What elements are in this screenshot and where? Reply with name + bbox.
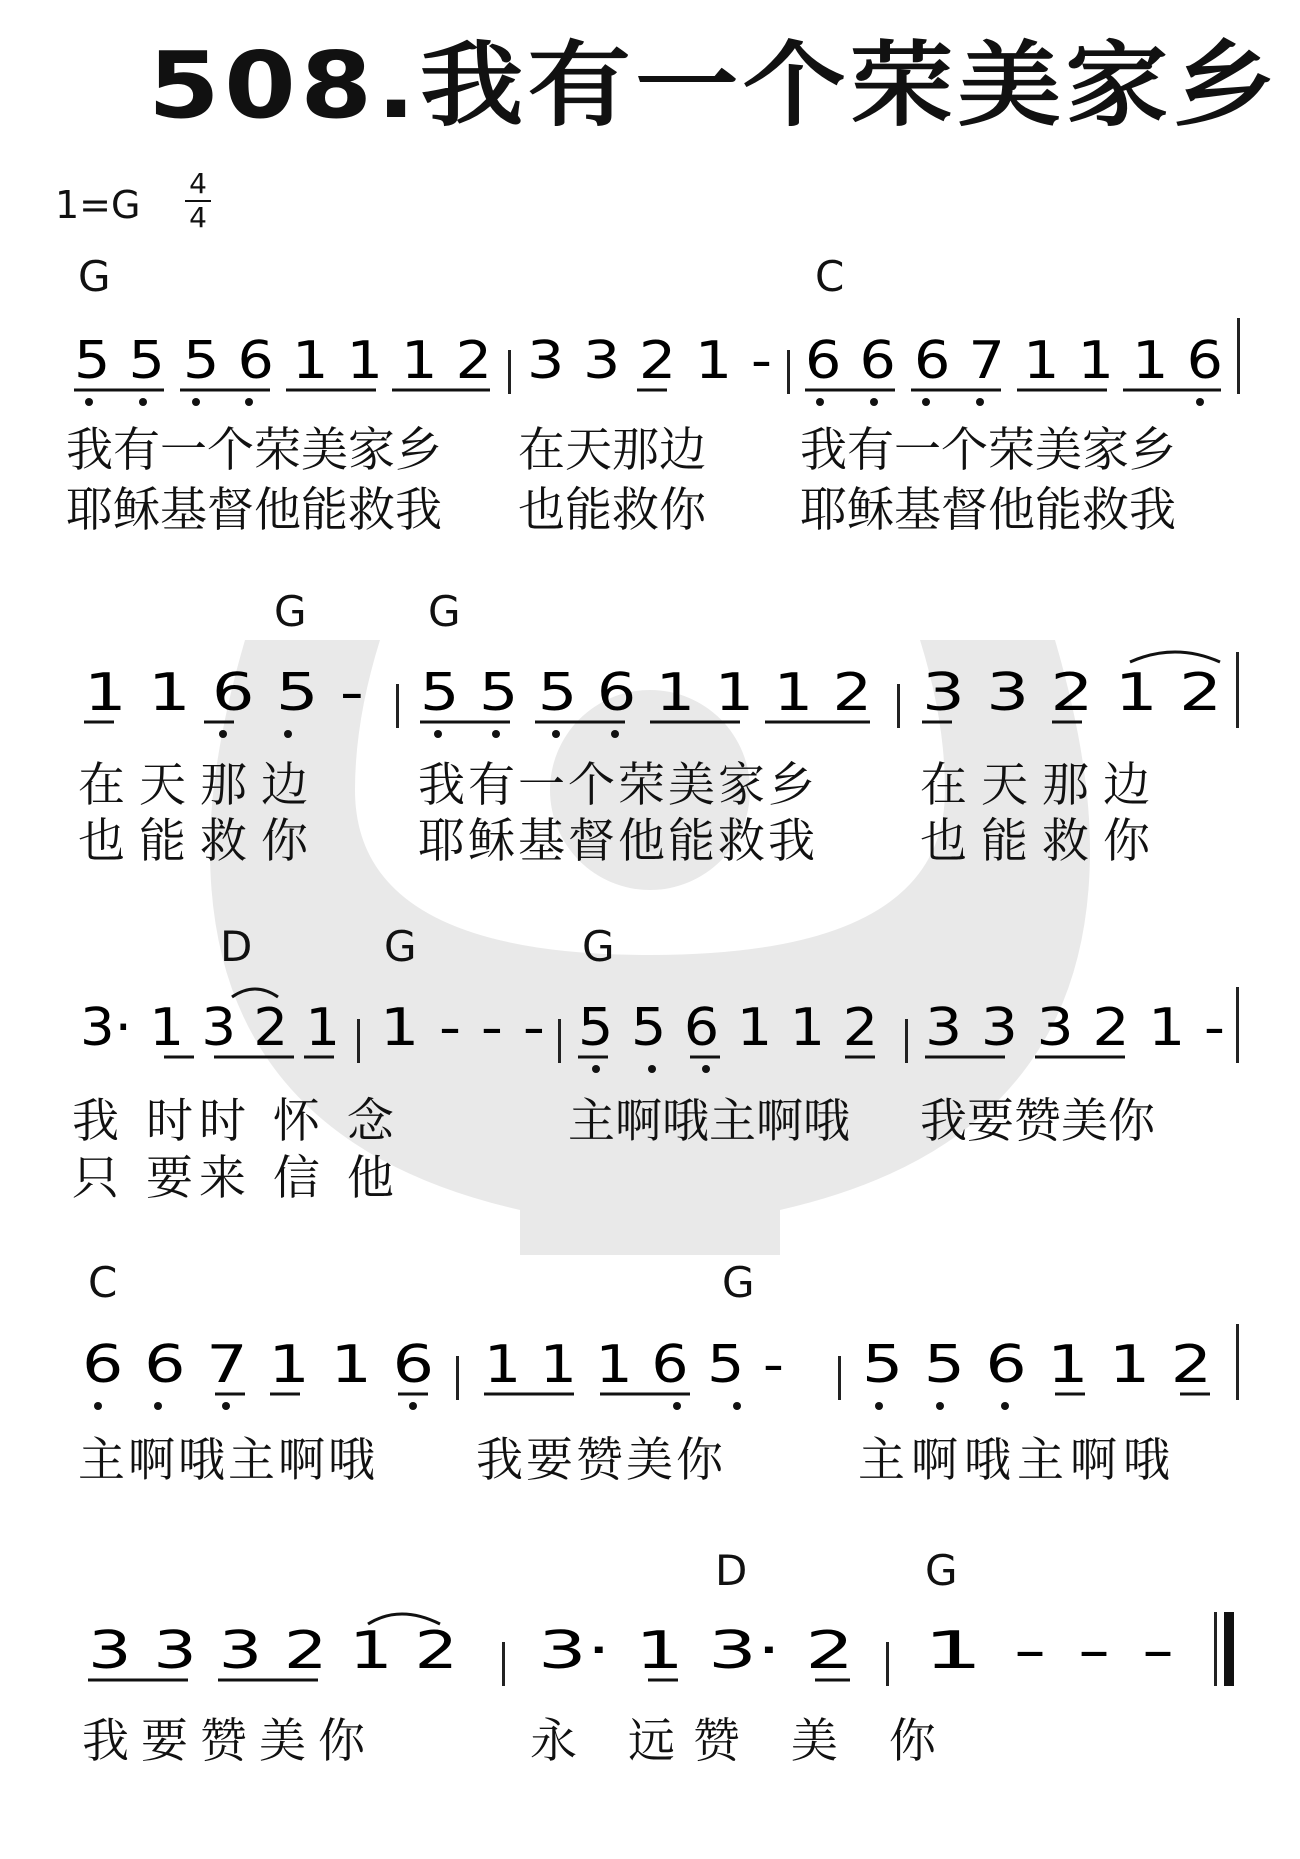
notation-line (0, 985, 1300, 1085)
measure-notes: 5 5 5 6 1 1 1 2 (420, 663, 872, 723)
bar-line (897, 684, 900, 728)
time-signature (185, 167, 211, 234)
lyric-line: 我有一个荣美家乡 (418, 758, 818, 813)
lyric-line: 也能救你 (920, 814, 1164, 869)
measure-notes: 1 - - - (380, 998, 545, 1058)
measure-notes: 3 3 3 2 1 2 (88, 1621, 458, 1681)
lyric-line: 主啊哦主啊哦 (78, 1433, 378, 1488)
measure-notes: 3· 1 3 2 1 (80, 998, 340, 1058)
lyric-line: 也能救你 (78, 814, 322, 869)
lyric-line: 我有一个荣美家乡 (800, 423, 1176, 478)
chord: G (925, 1546, 958, 1595)
lyric-line: 在天那边 (518, 423, 706, 478)
chord: C (815, 252, 845, 301)
bar-line (502, 1642, 505, 1686)
lyric-line: 永 远赞 美 你 (530, 1714, 954, 1769)
bar-line (396, 684, 399, 728)
chord: G (384, 922, 417, 971)
lyric-line: 在天那边 (920, 758, 1164, 813)
bar-line (558, 1019, 561, 1063)
key-signature: 1=G (55, 183, 141, 227)
time-signature-top: 4 (189, 167, 207, 200)
bar-line (508, 350, 511, 394)
chord: D (220, 922, 253, 971)
lyric-line: 主啊哦主啊哦 (858, 1433, 1176, 1488)
bar-line (905, 1019, 908, 1063)
final-bar-thick (1224, 1612, 1234, 1686)
bar-line (357, 1019, 360, 1063)
bar-line (456, 1356, 459, 1400)
notation-line (0, 650, 1300, 750)
bar-line (1237, 318, 1240, 394)
bar-line (886, 1642, 889, 1686)
measure-notes: 5 5 5 6 1 1 1 2 (74, 331, 492, 391)
lyric-line: 我要赞美你 (82, 1714, 377, 1769)
chord: G (78, 252, 111, 301)
lyric-line: 我 时时 怀 念 (72, 1094, 400, 1149)
measure-notes: 5 5 6 1 1 2 (862, 1335, 1212, 1395)
time-signature-bottom: 4 (189, 201, 207, 234)
chord: G (428, 587, 461, 636)
measure-notes: 6 6 7 1 1 6 (82, 1335, 434, 1395)
lyric-line: 我要赞美你 (920, 1094, 1155, 1149)
measure-notes: 3 3 2 1 - (527, 331, 772, 391)
measure-notes: 5 5 6 1 1 2 (578, 998, 878, 1058)
bar-line (1236, 1324, 1239, 1400)
chord: C (88, 1258, 118, 1307)
chord: G (722, 1258, 755, 1307)
bar-line (1236, 987, 1239, 1063)
final-bar-thin (1214, 1612, 1217, 1686)
lyric-line: 在天那边 (78, 758, 322, 813)
notation-line (0, 1598, 1300, 1698)
measure-notes: 3 3 3 2 1 - (925, 998, 1225, 1058)
measure-notes: 1 - - - (923, 1621, 1175, 1681)
lyric-line: 耶稣基督他能救我 (800, 483, 1176, 538)
lyric-line: 我有一个荣美家乡 (66, 423, 442, 478)
notation-line (0, 320, 1300, 420)
measure-notes: 1 1 6 5 - (84, 663, 364, 723)
lyric-line: 只 要来 信 他 (72, 1151, 400, 1206)
lyric-line: 我要赞美你 (476, 1433, 726, 1488)
measure-notes: 3· 1 3· 2 (538, 1621, 854, 1681)
lyric-line: 主啊哦主啊哦 (568, 1094, 850, 1149)
lyric-line: 耶稣基督他能救我 (66, 483, 442, 538)
page-title: 508.我有一个荣美家乡 (148, 32, 1281, 139)
bar-line (838, 1356, 841, 1400)
notation-line (0, 1322, 1300, 1422)
bar-line (1236, 652, 1239, 728)
chord: D (715, 1546, 748, 1595)
measure-notes: 6 6 6 7 1 1 1 6 (805, 331, 1223, 391)
chord: G (582, 922, 615, 971)
measure-notes: 1 1 1 6 5 - (484, 1335, 784, 1395)
measure-notes: 3 3 2 1 2 (922, 663, 1222, 723)
chord: G (274, 587, 307, 636)
lyric-line: 也能救你 (518, 483, 706, 538)
lyric-line: 耶稣基督他能救我 (418, 814, 818, 869)
bar-line (787, 350, 790, 394)
